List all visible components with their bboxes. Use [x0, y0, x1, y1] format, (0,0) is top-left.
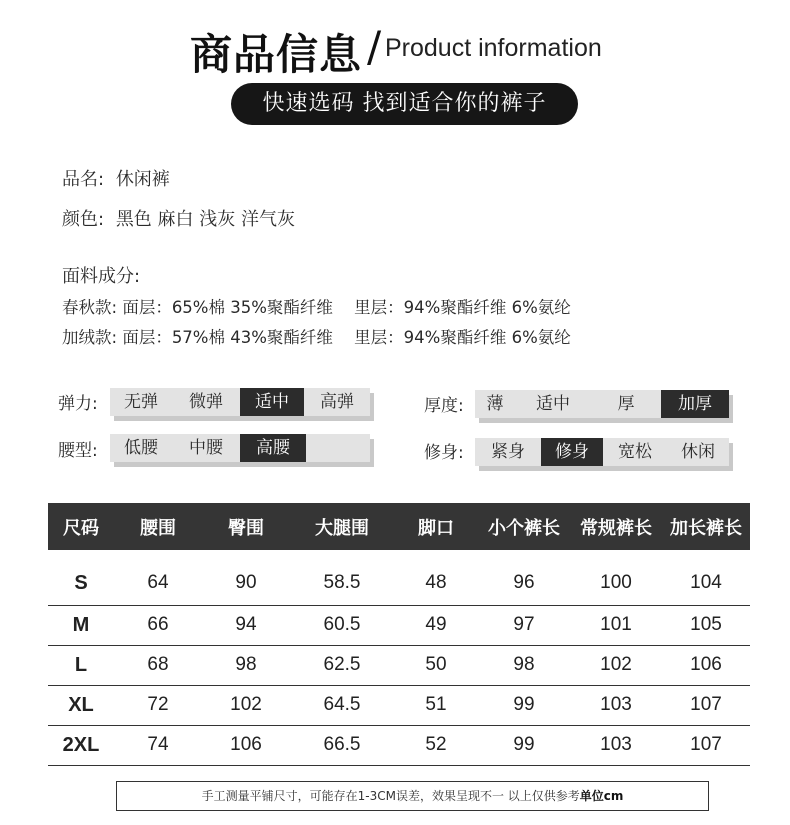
- table-cell: 52: [394, 725, 478, 765]
- elasticity-option: 高弹: [320, 392, 354, 412]
- thickness-option: 适中: [536, 394, 570, 414]
- elasticity-option: 微弹: [189, 392, 223, 412]
- waist-option-selected: 高腰: [240, 434, 306, 462]
- elasticity-selector: [110, 388, 370, 416]
- fit-label: 修身:: [424, 443, 464, 463]
- elasticity-label: 弹力:: [58, 394, 98, 414]
- fit-option: 紧身: [491, 442, 525, 462]
- column-header: 小个裤长: [478, 503, 570, 550]
- column-header: 大腿围: [290, 503, 394, 550]
- waist-option: 低腰: [124, 438, 158, 458]
- column-header: 臀围: [202, 503, 290, 550]
- table-cell: 72: [114, 685, 202, 725]
- product-name-row: [62, 165, 170, 191]
- size-chart-table: [48, 503, 750, 766]
- column-header: 腰围: [114, 503, 202, 550]
- table-cell: 107: [662, 685, 750, 725]
- table-cell: 48: [394, 550, 478, 605]
- column-header: 加长裤长: [662, 503, 750, 550]
- table-cell: 107: [662, 725, 750, 765]
- table-cell: 68: [114, 645, 202, 685]
- measurement-unit: 单位cm: [579, 789, 624, 803]
- table-cell: 100: [570, 550, 662, 605]
- table-row: [48, 725, 750, 765]
- fabric-row-inner: 里层：94%聚酯纤维 6%氨纶: [354, 328, 571, 347]
- fabric-row-label: 春秋款:: [62, 298, 118, 317]
- subtitle-banner: 快速选码 找到适合你的裤子: [231, 83, 578, 125]
- fabric-row-inner: 里层：94%聚酯纤维 6%氨纶: [354, 298, 571, 317]
- page-title-english: Product information: [385, 34, 602, 62]
- fabric-row: [62, 294, 571, 318]
- measurement-note: [116, 781, 709, 811]
- fabric-row-label: 加绒款:: [62, 328, 118, 347]
- table-cell: 98: [478, 645, 570, 685]
- table-row: [48, 605, 750, 645]
- table-cell: 102: [570, 645, 662, 685]
- column-header: 脚口: [394, 503, 478, 550]
- column-header: 尺码: [48, 503, 114, 550]
- product-name-label: 品名:: [62, 169, 105, 190]
- fit-option: 宽松: [618, 442, 652, 462]
- table-cell: 62.5: [290, 645, 394, 685]
- table-cell: 101: [570, 605, 662, 645]
- table-cell: 66: [114, 605, 202, 645]
- thickness-option: 厚: [617, 394, 635, 414]
- waist-selector: [110, 434, 370, 462]
- table-row: [48, 550, 750, 605]
- fabric-row-outer: 面层：65%棉 35%聚酯纤维: [122, 298, 333, 317]
- table-cell: 50: [394, 645, 478, 685]
- table-cell: 51: [394, 685, 478, 725]
- table-cell: 99: [478, 685, 570, 725]
- elasticity-option-selected: 适中: [240, 388, 304, 416]
- table-cell: 90: [202, 550, 290, 605]
- table-cell: 49: [394, 605, 478, 645]
- title-slash: /: [367, 22, 382, 71]
- table-cell: 96: [478, 550, 570, 605]
- elasticity-option: 无弹: [124, 392, 158, 412]
- table-cell: 97: [478, 605, 570, 645]
- size-cell: XL: [48, 685, 114, 725]
- size-cell: 2XL: [48, 725, 114, 765]
- thickness-option: 薄: [486, 394, 504, 414]
- table-cell: 64: [114, 550, 202, 605]
- fit-selector: [475, 438, 729, 466]
- fabric-heading: 面料成分:: [62, 266, 141, 287]
- table-cell: 60.5: [290, 605, 394, 645]
- table-cell: 103: [570, 725, 662, 765]
- size-cell: L: [48, 645, 114, 685]
- table-cell: 106: [202, 725, 290, 765]
- thickness-label: 厚度:: [424, 396, 464, 416]
- table-cell: 105: [662, 605, 750, 645]
- column-header: 常规裤长: [570, 503, 662, 550]
- fabric-row-outer: 面层：57%棉 43%聚酯纤维: [122, 328, 333, 347]
- table-cell: 94: [202, 605, 290, 645]
- page-header: [0, 14, 790, 79]
- thickness-selector: [475, 390, 729, 418]
- table-cell: 74: [114, 725, 202, 765]
- size-cell: M: [48, 605, 114, 645]
- table-cell: 103: [570, 685, 662, 725]
- fabric-row: [62, 324, 571, 348]
- table-cell: 106: [662, 645, 750, 685]
- table-cell: 58.5: [290, 550, 394, 605]
- product-color-label: 颜色:: [62, 209, 105, 230]
- table-row: [48, 685, 750, 725]
- table-cell: 104: [662, 550, 750, 605]
- product-name-value: 休闲裤: [115, 169, 170, 190]
- product-color-value: 黑色 麻白 浅灰 洋气灰: [115, 209, 295, 230]
- waist-label: 腰型:: [58, 441, 98, 461]
- table-cell: 102: [202, 685, 290, 725]
- waist-option: 中腰: [189, 438, 223, 458]
- fit-option: 休闲: [681, 442, 715, 462]
- fit-option-selected: 修身: [541, 438, 603, 466]
- table-cell: 64.5: [290, 685, 394, 725]
- size-cell: S: [48, 550, 114, 605]
- table-row: [48, 645, 750, 685]
- table-cell: 98: [202, 645, 290, 685]
- table-cell: 66.5: [290, 725, 394, 765]
- measurement-note-text: 手工测量平铺尺寸，可能存在1-3CM误差，效果呈现不一 以上仅供参考: [201, 789, 580, 803]
- page-title: 商品信息: [190, 30, 363, 79]
- table-cell: 99: [478, 725, 570, 765]
- thickness-option-selected: 加厚: [661, 390, 729, 418]
- product-color-row: [62, 205, 295, 231]
- size-table-header-row: [48, 503, 750, 550]
